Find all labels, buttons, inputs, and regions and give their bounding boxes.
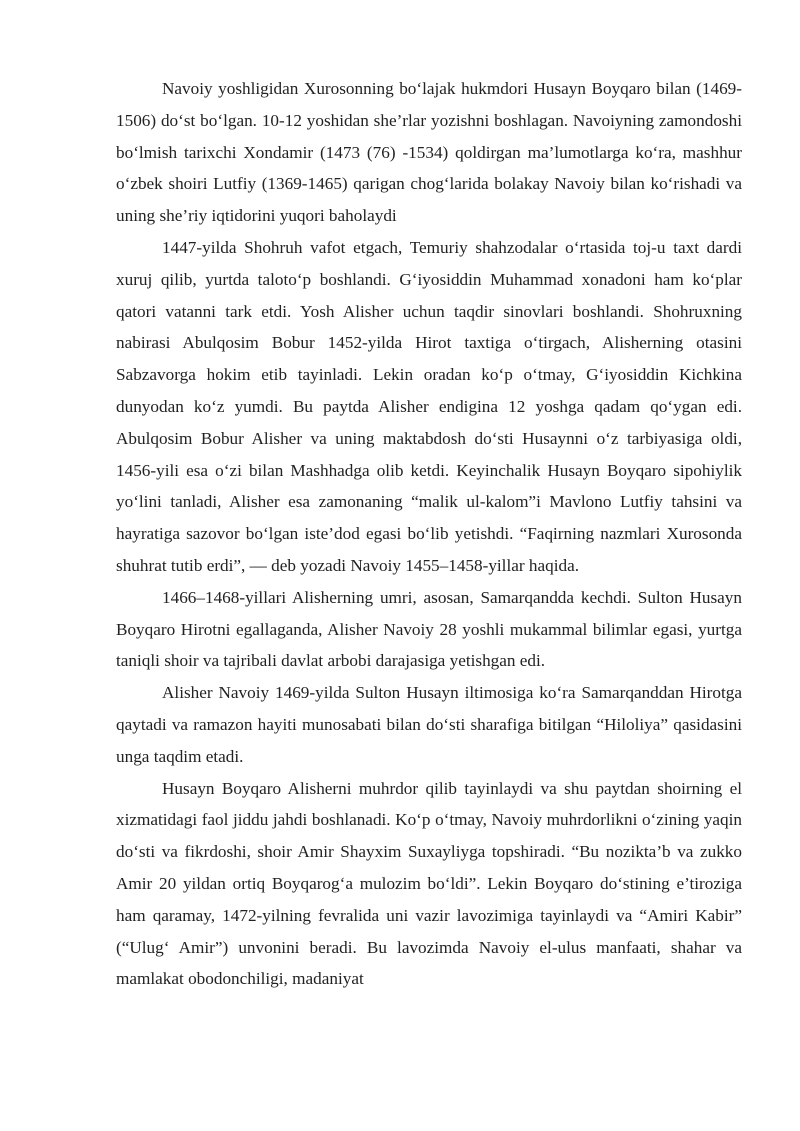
paragraph-muhrdor-vazir: Husayn Boyqaro Alisherni muhrdor qilib tayinlaydi va shu paytdan shoirning el xizmatidagi faol jiddu jahdi boshlanadi. Ko‘p o‘tmay, Navoiy muhrdorlikni o‘zining yaqin do‘sti va fikrdoshi, shoir Amir Shayxim Suxayliyga topshiradi. “Bu nozikta’b va zukko Amir 20 yildan ortiq Boyqarog‘a mulozim bo‘ldi”. Lekin Boyqaro do‘stining e’tiroziga ham qaramay, 1472-yilning fevralida uni vazir lavozimiga tayinlaydi va “Amiri Kabir” (“Ulug‘ Amir”) unvonini beradi. Bu lavozimda Navoiy el-ulus manfaati, shahar va mamlakat obodonchiligi, madaniyat (116, 778, 742, 989)
document-page (116, 73, 742, 995)
paragraph-navoiy-youth: Navoiy yoshligidan Xurosonning bo‘lajak hukmdori Husayn Boyqaro bilan (1469-1506) do‘st bo‘lgan. 10-12 yoshidan she’rlar yozishni boshlagan. Navoiyning zamondoshi bo‘lmish tarixchi Xondamir (1473 (76) -1534) qoldirgan ma’lumotlarga ko‘ra, mashhur o‘zbek shoiri Lutfiy (1369-1465) qarigan chog‘larida bolakay Navoiy bilan ko‘rishadi va uning she’riy iqtidorini yuqori baholaydi (116, 79, 742, 226)
paragraph-1447-events: 1447-yilda Shohruh vafot etgach, Temuriy shahzodalar o‘rtasida toj-u taxt dardi xuruj qilib, yurtda taloto‘p boshlandi. G‘iyosiddin Muhammad xonadoni ham ko‘plar qatori vatanni tark etdi. Yosh Alisher uchun taqdir sinovlari boshlandi. Shohruxning nabirasi Abulqosim Bobur 1452-yilda Hirot taxtiga o‘tirgach, Alisherning otasini Sabzavorga hokim etib tayinladi. Lekin oradan ko‘p o‘tmay, G‘iyosiddin Kichkina dunyodan ko‘z yumdi. Bu paytda Alisher endigina 12 yoshga qadam qo‘ygan edi. Abulqosim Bobur Alisher va uning maktabdosh do‘sti Husaynni o‘z tarbiyasiga oldi, 1456-yili esa o‘zi bilan Mashhadga olib ketdi. Keyinchalik Husayn Boyqaro sipohiylik yo‘lini tanladi, Alisher esa zamonaning “malik ul-kalom”i Mavlono Lutfiy tahsini va hayratiga sazovor bo‘lgan iste’dod egasi bo‘lib yetishdi. “Faqirning nazmlari Xurosonda shuhrat tutib erdi”, — deb yozadi Navoiy 1455–1458-yillar haqida. (116, 237, 742, 575)
paragraph-1466-samarqand: 1466–1468-yillari Alisherning umri, asosan, Samarqandda kechdi. Sulton Husayn Boyqaro Hirotni egallaganda, Alisher Navoiy 28 yoshli mukammal bilimlar egasi, yurtga taniqli shoir va tajribali davlat arbobi darajasiga yetishgan edi. (116, 587, 742, 671)
paragraph-1469-return: Alisher Navoiy 1469-yilda Sulton Husayn iltimosiga ko‘ra Samarqanddan Hirotga qaytadi va ramazon hayiti munosabati bilan do‘sti sharafiga bitilgan “Hiloliya” qasidasini unga taqdim etadi. (116, 683, 742, 766)
